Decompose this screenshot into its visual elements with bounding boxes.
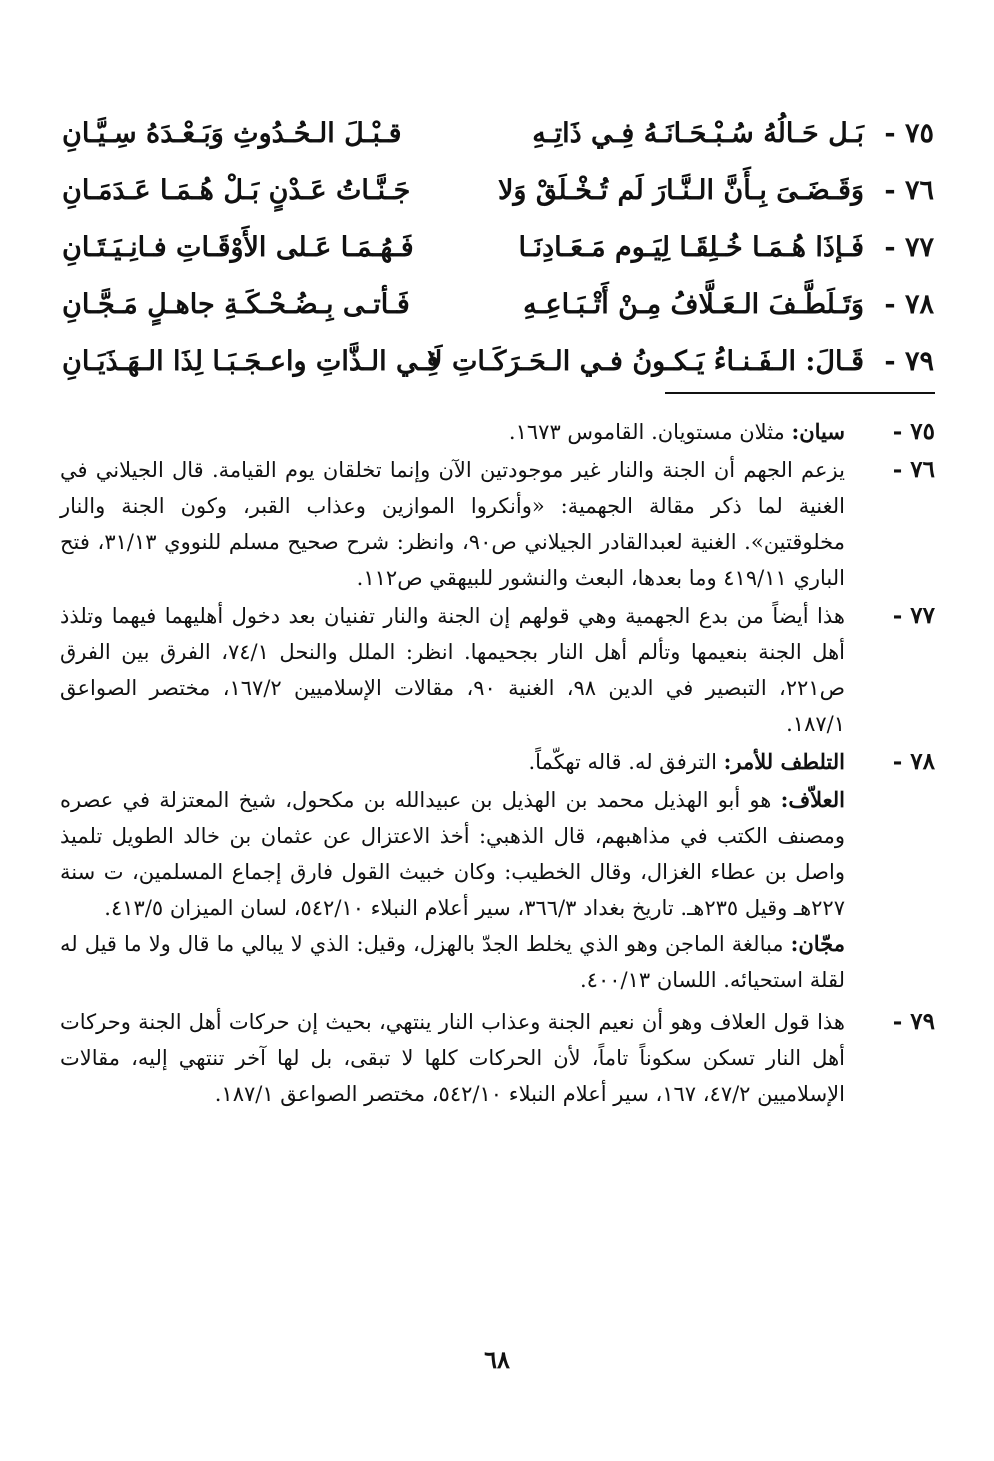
verse-number: ٧٩ - <box>884 346 934 377</box>
verse-number: ٧٧ - <box>884 232 934 263</box>
footnote-divider <box>665 392 935 394</box>
poem-verses <box>62 105 934 390</box>
verse-77 <box>62 219 934 276</box>
footnote-text: يزعم الجهم أن الجنة والنار غير موجودتين الآن وإنما تخلقان يوم القيامة. قال الجيلاني في الغنية لما ذكر مقالة الجهمية: «وأنكروا الموازين وعذاب القبر، وكون الجنة والنار مخلوقتين». الغنية لعبدالقادر الجيلاني ص٩٠، وانظر: شرح صحيح مسلم للنووي ٣١/١٣، فتح الباري ٤١٩/١١ وما بعدها، البعث والنشور للبيهقي ص١١٢. <box>60 458 845 590</box>
verse-78 <box>62 276 934 333</box>
verse-second-hemistich: فِـي الـذَّاتِ واعـجَـبَـا لِذَا الـهَـذَيَـانِ <box>62 346 440 377</box>
footnote-term: مجّان: <box>790 931 845 956</box>
footnotes <box>60 414 935 1114</box>
verse-number: ٧٨ - <box>884 289 934 320</box>
page-number: ٦٨ <box>484 1345 510 1374</box>
footnote-78 <box>60 744 935 780</box>
verse-76 <box>62 162 934 219</box>
footnote-78-majjan <box>60 926 845 998</box>
verse-75 <box>62 105 934 162</box>
footnote-77 <box>60 598 935 742</box>
verse-second-hemistich: فَـهُـمَـا عَـلى الأَوْقَـاتِ فـانِـيَـتَـانِ <box>62 232 414 263</box>
footnote-text: مبالغة الماجن وهو الذي يخلط الجدّ بالهزل، وقيل: الذي لا يبالي ما قال ولا ما قيل له لقلة استحيائه. اللسان ٤٠٠/١٣. <box>60 932 845 992</box>
footnote-term: التلطف للأمر: <box>723 749 845 774</box>
footnote-number: ٧٧ - <box>892 602 935 629</box>
verse-79 <box>62 333 934 390</box>
verse-number: ٧٥ - <box>884 118 934 149</box>
footnote-76 <box>60 452 935 596</box>
footnote-number: ٧٦ - <box>892 456 935 483</box>
footnote-79 <box>60 1004 935 1112</box>
verse-first-hemistich: بَـل حَـالُهُ سُـبْـحَـانَـهُ فِـي ذَاتِـهِ <box>532 118 864 149</box>
footnote-term: سيان: <box>791 419 845 444</box>
footnote-number: ٧٩ - <box>892 1008 935 1035</box>
verse-first-hemistich: وَتَـلَطَّـفَ الـعَـلَّافُ مِـنْ أَتْـبَـاعِـهِ <box>523 289 864 320</box>
footnote-75 <box>60 414 935 450</box>
verse-second-hemistich: قـبْـلَ الـحُـدُوثِ وَبَـعْـدَهُ سِـيَّـانِ <box>62 118 402 149</box>
footnote-body <box>60 414 845 450</box>
footnote-text: هذا قول العلاف وهو أن نعيم الجنة وعذاب النار ينتهي، بحيث إن حركات أهل الجنة وحركات أهل النار تسكن سكوناً تاماً، لأن الحركات كلها لا تبقى، بل لها آخر تنتهي إليه، مقالات الإسلاميين ٤٧/٢، ١٦٧، سير أعلام النبلاء ٥٤٢/١٠، مختصر الصواعق ١٨٧/١. <box>60 1010 845 1106</box>
footnote-text: هذا أيضاً من بدع الجهمية وهي قولهم إن الجنة والنار تفنيان بعد دخول أهليهما فيهما وتلذذ أهل الجنة بنعيمها وتألم أهل النار بجحيمها. انظر: الملل والنحل ٧٤/١، الفرق بين الفرق ص٢٢١، التبصير في الدين ٩٨، الغنية ٩٠، مقالات الإسلاميين ١٦٧/٢، مختصر الصواعق ١٨٧/١. <box>60 604 845 736</box>
footnote-number: ٧٥ - <box>892 418 935 445</box>
verse-second-hemistich: جَـنَّـاتُ عَـدْنٍ بَـلْ هُـمَـا عَـدَمَـانِ <box>62 175 411 206</box>
verse-second-hemistich: فَـأتـى بِـضُـحْـكَـةِ جاهـلٍ مَـجَّـانِ <box>62 289 410 320</box>
footnote-text: هو أبو الهذيل محمد بن الهذيل بن عبيدالله بن مكحول، شيخ المعتزلة في عصره ومصنف الكتب في مذاهبهم، قال الذهبي: أخذ الاعتزال عن عثمان بن خالد الطويل تلميذ واصل بن عطاء الغزال، وقال الخطيب: وكان خبيث القول فارق إجماع المسلمين، ت سنة ٢٢٧هـ وقيل ٢٣٥هـ. تاريخ بغداد ٣٦٦/٣، سير أعلام النبلاء ٥٤٢/١٠، لسان الميزان ٤١٣/٥. <box>60 788 845 920</box>
footnote-number: ٧٨ - <box>892 748 935 775</box>
verse-first-hemistich: قَـالَ: الـفَـنـاءُ يَـكـونُ فـي الـحَـرَكَـاتِ لَا <box>427 346 864 377</box>
verse-first-hemistich: فَـإذَا هُـمَـا خُـلِقَـا لِيَـوم مَـعَـادِنَـا <box>518 232 864 263</box>
verse-first-hemistich: وَقَـضَـىَ بِـأَنَّ الـنَّـارَ لَم تُـخْـلَقْ وَلا <box>498 175 864 206</box>
verse-number: ٧٦ - <box>884 175 934 206</box>
footnote-body <box>60 744 845 780</box>
footnote-term: العلاّف: <box>780 787 845 812</box>
footnote-text: الترفق له. قاله تهكّماً. <box>528 750 717 774</box>
footnote-text: مثلان مستويان. القاموس ١٦٧٣. <box>508 420 785 444</box>
footnote-78-allaf <box>60 782 845 926</box>
